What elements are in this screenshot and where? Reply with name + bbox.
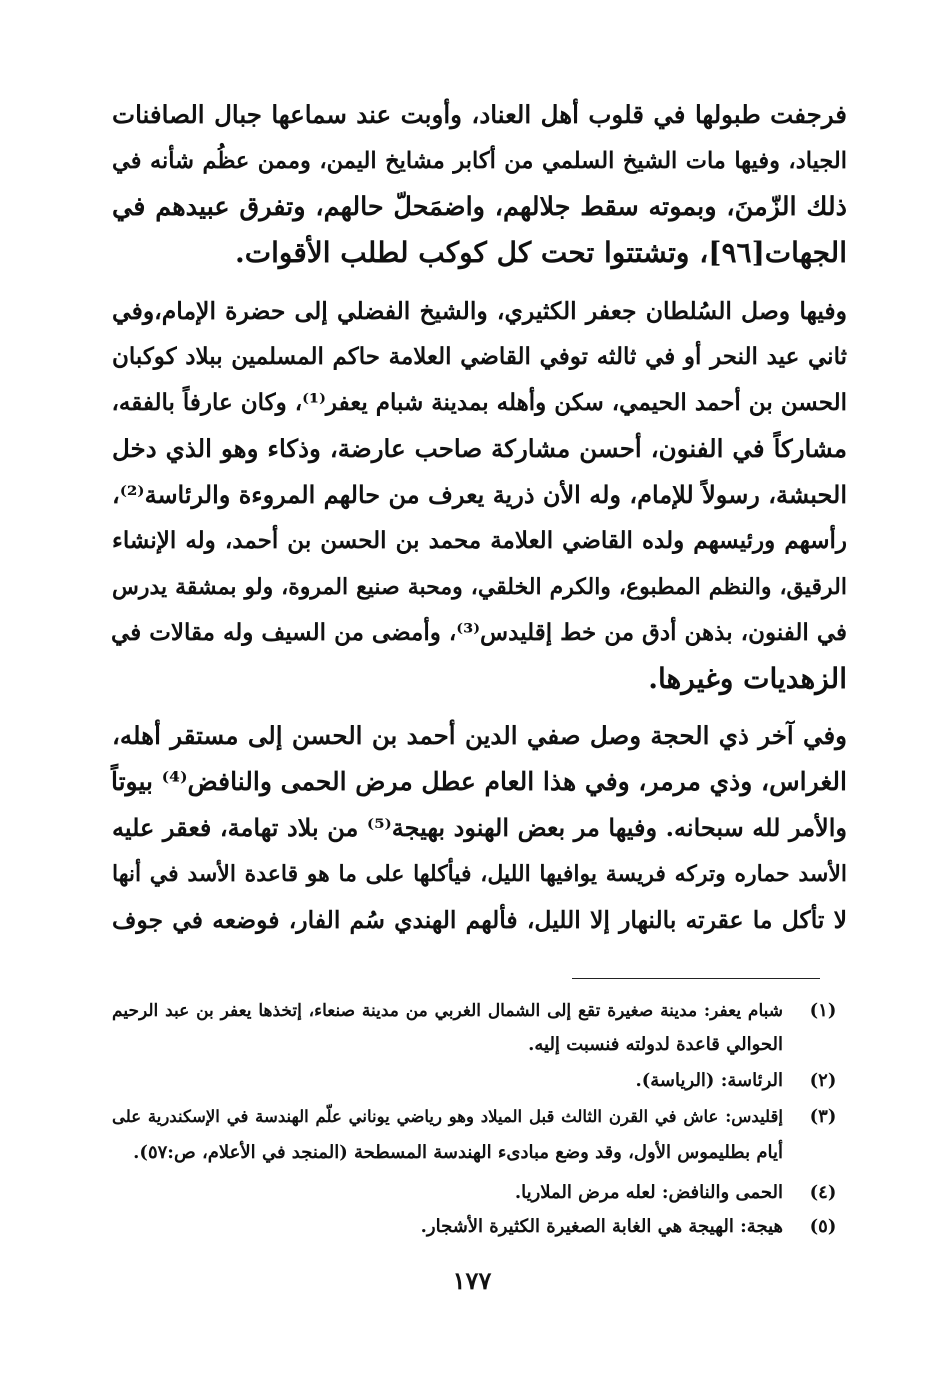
text-line: الغراس، وذي مرمر، وفي هذا العام عطل مرض الحمى والنافض⁽⁴⁾ بيوتاً (110, 767, 847, 796)
footnote-2 (112, 1066, 847, 1096)
text-line: رأسهم ورئيسهم ولده القاضي العلامة محمد بن الحسن بن أحمد، وله الإنشاء (112, 527, 847, 554)
text-line: الرقيق، والنظم المطبوع، والكرم الخلقي، ومحبة صنيع المروة، ولو بمشقة يدرس (112, 574, 847, 600)
footnote-separator (572, 978, 820, 979)
text-line: الجهات[٩٦]، وتشتتوا تحت كل كوكب لطلب الأقوات. (235, 236, 847, 269)
text-line: فرجفت طبولها في قلوب أهل العناد، وأوبت عند سماعها جبال الصافنات (112, 100, 847, 129)
footnote-text: الحوالي قاعدة لدولته فنسبت إليه. (528, 1034, 783, 1055)
footnote-1-continued (112, 1030, 847, 1060)
page-number: ١٧٧ (452, 1266, 492, 1295)
footnote-text: الرئاسة: (الرياسة). (635, 1070, 783, 1091)
footnote-text: شبام يعفر: مدينة صغيرة تقع إلى الشمال الغربي من مدينة صنعاء، إتخذها يعفر بن عبد الرحيم (112, 1001, 783, 1021)
footnote-4 (112, 1178, 847, 1208)
footnote-text: هيجة: الهيجة هي الغابة الصغيرة الكثيرة الأشجار. (420, 1216, 783, 1237)
footnote-text: إقليدس: عاش في القرن الثالث قبل الميلاد وهو رياضي يوناني علّم الهندسة في الإسكندرية على (112, 1107, 783, 1126)
footnote-text: الحمى والنافض: لعله مرض الملاريا. (514, 1182, 783, 1203)
footnote-3 (112, 1102, 847, 1132)
text-line: لا تأكل ما عقرته بالنهار إلا الليل، فألهم الهندي سُم الفار، فوضعه في جوف (112, 906, 847, 934)
text-line: الأسد حماره وتركه فريسة يوافيها الليل، فيأكلها على ما هو قاعدة الأسد في أنها (112, 861, 847, 887)
footnote-text: أيام بطليموس الأول، وقد وضع مبادىء الهندسة المسطحة (المنجد في الأعلام، ص:٥٧). (133, 1142, 783, 1163)
text-line: ذلك الزّمنَ، وبموته سقط جلالهم، واضمَحلّ حالهم، وتفرق عبيدهم في (112, 192, 847, 222)
footnote-1 (112, 996, 847, 1026)
text-line: الجياد، وفيها مات الشيخ السلمي من أكابر مشايخ اليمن، وممن عظُم شأنه في (112, 148, 847, 174)
footnote-marker: (٣) (809, 1106, 837, 1127)
text-line: الحسن بن أحمد الحيمي، سكن وأهله بمدينة شبام يعفر⁽¹⁾، وكان عارفاً بالفقه، (111, 389, 847, 416)
footnote-marker: (٢) (809, 1070, 837, 1091)
text-line: ثاني عيد النحر أو في ثالثه توفي القاضي العلامة حاكم المسلمين ببلاد كوكبان (112, 343, 847, 370)
text-line: وفي آخر ذي الحجة وصل صفي الدين أحمد بن الحسن إلى مستقر أهله، (112, 721, 847, 750)
text-line: مشاركاً في الفنون، أحسن مشاركة صاحب عارضة، وذكاء وهو الذي دخل (112, 434, 847, 463)
footnote-marker: (٤) (809, 1182, 837, 1203)
text-line: الحبشة، رسولاً للإمام، وله الأن ذرية يعرف من حالهم المروءة والرئاسة⁽²⁾، (112, 480, 847, 509)
footnote-5 (112, 1212, 847, 1242)
footnote-marker: (١) (809, 1000, 837, 1021)
text-line: وفيها وصل السُلطان جعفر الكثيري، والشيخ الفضلي إلى حضرة الإمام،وفي (112, 297, 847, 325)
text-line: في الفنون، بذهن أدق من خط إقليدس⁽³⁾، وأمضى من السيف وله مقالات في (111, 619, 847, 646)
text-line: الزهديات وغيرها. (648, 662, 847, 695)
text-line: والأمر لله سبحانه. وفيها مر بعض الهنود بهيجة⁽⁵⁾ من بلاد تهامة، فعقر عليه (112, 813, 848, 842)
footnote-3-continued (112, 1138, 847, 1168)
footnote-marker: (٥) (809, 1216, 837, 1237)
